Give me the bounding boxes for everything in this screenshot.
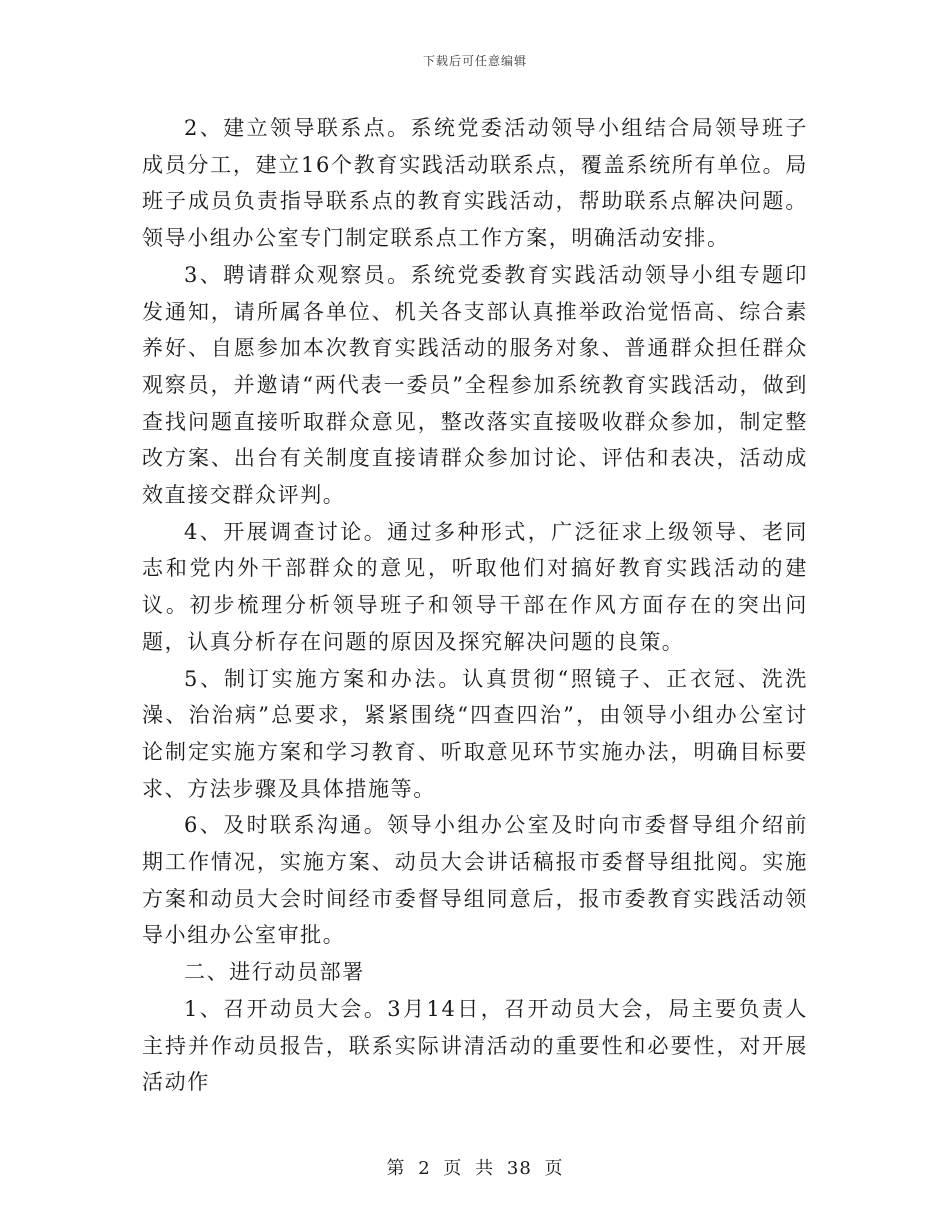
paragraph-4: 5、制订实施方案和办法。认真贯彻“照镜子、正衣冠、洗洗澡、治治病”总要求，紧紧围绕“四查四治”，由领导小组办公室讨论制定实施方案和学习教育、听取意见环节实施办法，明确目标要求、方法步骤及具体措施等。 (142, 666, 808, 801)
paragraph-2: 3、聘请群众观察员。系统党委教育实践活动领导小组专题印发通知，请所属各单位、机关各支部认真推举政治觉悟高、综合素养好、自愿参加本次教育实践活动的服务对象、普通群众担任群众观察员，并邀请“两代表一委员”全程参加系统教育实践活动，做到查找问题直接听取群众意见，整改落实直接吸收群众参加，制定整改方案、出台有关制度直接请群众参加讨论、评估和表决，活动成效直接交群众评判。 (142, 262, 808, 508)
document-body (142, 110, 808, 1101)
footer-page-word: 页 (443, 1158, 463, 1179)
page-footer (0, 1154, 950, 1180)
paragraph-1: 2、建立领导联系点。系统党委活动领导小组结合局领导班子成员分工，建立16个教育实践活动联系点，覆盖系统所有单位。局班子成员负责指导联系点的教育实践活动，帮助联系点解决问题。领导小组办公室专门制定联系点工作方案，明确活动安排。 (142, 116, 808, 251)
current-page-number: 2 (418, 1158, 431, 1179)
paragraph-3: 4、开展调查讨论。通过多种形式，广泛征求上级领导、老同志和党内外干部群众的意见，听取他们对搞好教育实践活动的建议。初步梳理分析领导班子和领导干部在作风方面存在的突出问题，认真分析存在问题的原因及探究解决问题的良策。 (142, 519, 808, 654)
page-header: 下载后可任意编辑 (422, 54, 527, 68)
paragraph-6: 1、召开动员大会。3月14日，召开动员大会，局主要负责人主持并作动员报告，联系实际讲清活动的重要性和必要性，对开展活动作 (142, 996, 808, 1095)
footer-prefix: 第 (386, 1158, 406, 1179)
paragraph-5: 6、及时联系沟通。领导小组办公室及时向市委督导组介绍前期工作情况，实施方案、动员大会讲话稿报市委督导组批阅。实施方案和动员大会时间经市委督导组同意后，报市委教育实践活动领导小组办公室审批。 (142, 813, 808, 948)
total-pages-number: 38 (506, 1158, 532, 1179)
footer-total-word: 共 (475, 1158, 495, 1179)
section-heading: 二、进行动员部署 (184, 960, 365, 985)
footer-suffix: 页 (544, 1158, 564, 1179)
